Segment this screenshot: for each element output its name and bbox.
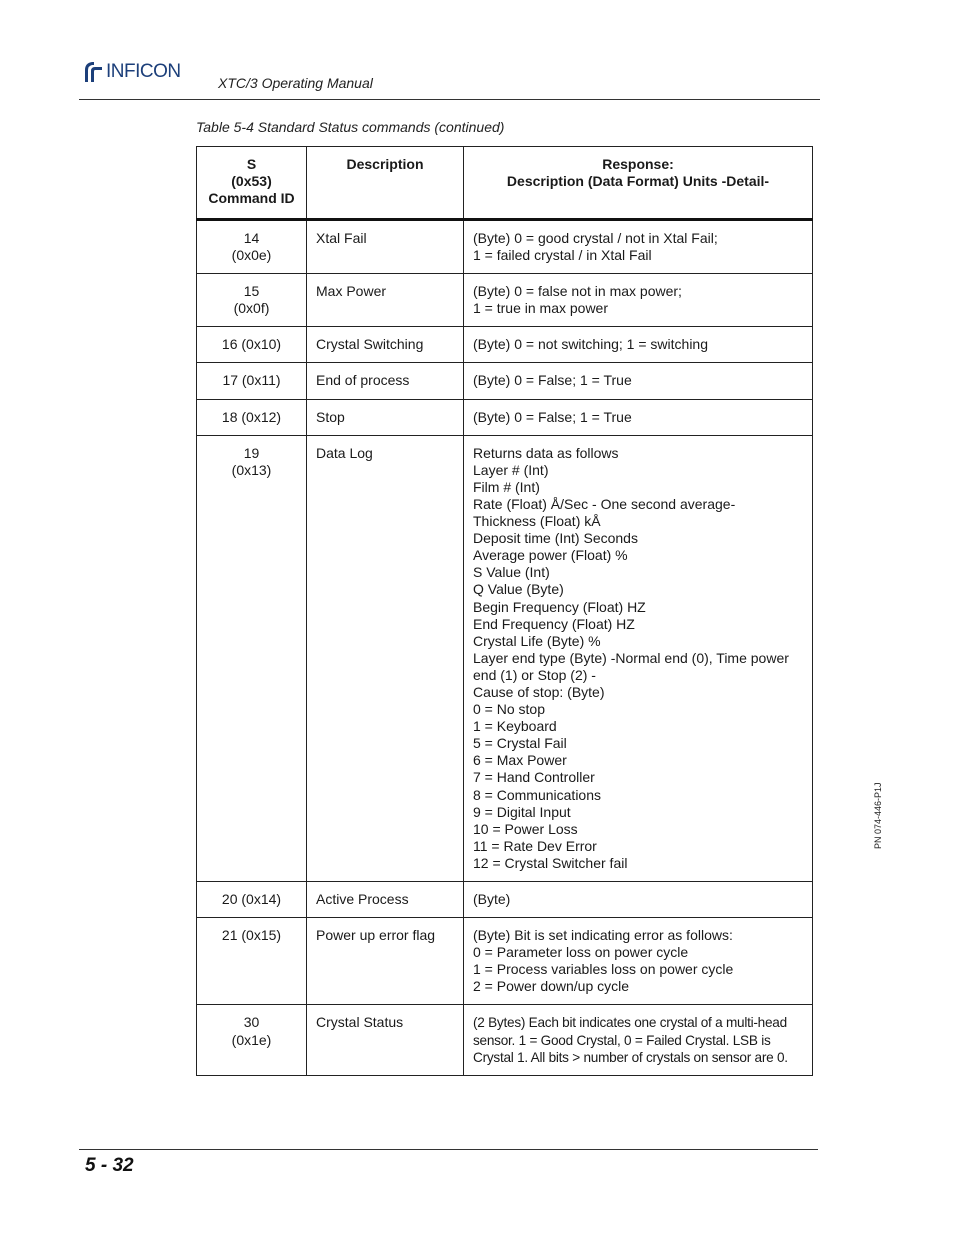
response-cell: [464, 327, 813, 363]
table-row: [197, 399, 813, 435]
response-line: Layer # (Int): [473, 461, 549, 478]
description-cell: [307, 327, 464, 363]
response-cell: [464, 274, 813, 327]
response-line: Returns data as follows: [473, 444, 619, 461]
response-line: (Byte) 0 = false not in max power;: [473, 283, 682, 300]
response-line: 11 = Rate Dev Error: [473, 837, 597, 854]
response-line: (Byte) 0 = not switching; 1 = switching: [473, 336, 708, 353]
description-cell: [307, 220, 464, 274]
inficon-logo: [82, 60, 181, 84]
command-id-cell: [197, 399, 307, 435]
header-divider: [79, 99, 820, 100]
table-row: [197, 363, 813, 399]
command-id-text: 18 (0x12): [221, 408, 282, 425]
response-line: Rate (Float) Å/Sec - One second average-: [473, 495, 736, 512]
response-line: (Byte) 0 = good crystal / not in Xtal Fail;: [473, 230, 718, 246]
command-id-text: 30: [243, 1014, 260, 1031]
response-line: (Byte) 0 = False; 1 = True: [473, 372, 632, 389]
description-text: End of process: [316, 372, 410, 389]
response-line: end (1) or Stop (2) -: [473, 666, 596, 683]
table-row: [197, 918, 813, 1005]
command-id-cell: [197, 220, 307, 274]
document-title: XTC/3 Operating Manual: [218, 75, 373, 91]
response-line: 7 = Hand Controller: [473, 769, 595, 786]
description-text: Crystal Status: [316, 1014, 404, 1031]
response-line: 0 = No stop: [473, 701, 545, 718]
brand-name: INFICON: [106, 61, 181, 82]
response-line: Cause of stop: (Byte): [473, 683, 605, 700]
command-id-text: 15: [243, 283, 260, 300]
response-line: 8 = Communications: [473, 786, 602, 803]
command-id-cell: [197, 435, 307, 881]
column-header-command-id: S (0x53) Command ID: [197, 147, 307, 220]
command-id-cell: [197, 1005, 307, 1075]
side-part-number: PN 074-446-P1J: [873, 782, 883, 849]
response-cell: [464, 435, 813, 881]
command-id-cell: [197, 882, 307, 918]
response-line: Begin Frequency (Float) HZ: [473, 598, 646, 615]
response-line: (2 Bytes) Each bit indicates one crystal of a multi-head: [473, 1015, 787, 1031]
page-number: 5 - 32: [85, 1155, 134, 1176]
command-id-text: 16 (0x10): [221, 336, 282, 353]
response-line: Crystal 1. All bits > number of crystals on sensor are 0.: [473, 1049, 788, 1065]
table-row: [197, 274, 813, 327]
description-cell: [307, 918, 464, 1005]
command-id-text: 14: [243, 230, 260, 246]
response-line: 1 = Keyboard: [473, 718, 557, 735]
response-cell: [464, 220, 813, 274]
response-cell: [464, 882, 813, 918]
response-cell: [464, 399, 813, 435]
response-line: 1 = Process variables loss on power cycle: [473, 961, 734, 978]
response-line: S Value (Int): [473, 564, 550, 581]
response-line: Average power (Float) %: [473, 547, 628, 564]
response-line: (Byte) 0 = False; 1 = True: [473, 408, 632, 425]
table-row: [197, 220, 813, 274]
inficon-logo-mark-icon: [82, 60, 104, 84]
table-header-row: [197, 147, 813, 220]
command-id-text: (0x13): [231, 461, 272, 478]
table-row: [197, 882, 813, 918]
command-id-cell: [197, 363, 307, 399]
response-line: Film # (Int): [473, 478, 540, 495]
command-id-text: (0x1e): [231, 1031, 272, 1048]
description-text: Power up error flag: [316, 927, 436, 944]
description-cell: [307, 363, 464, 399]
response-line: 1 = true in max power: [473, 300, 609, 317]
response-line: 6 = Max Power: [473, 752, 567, 769]
description-cell: [307, 399, 464, 435]
command-id-cell: [197, 274, 307, 327]
description-text: Data Log: [316, 444, 373, 461]
response-line: 5 = Crystal Fail: [473, 735, 567, 752]
response-cell: [464, 918, 813, 1005]
command-id-text: 21 (0x15): [221, 927, 282, 944]
table-row: [197, 327, 813, 363]
table-row: [197, 435, 813, 881]
response-line: Crystal Life (Byte) %: [473, 632, 601, 649]
response-line: End Frequency (Float) HZ: [473, 615, 635, 632]
command-id-cell: [197, 918, 307, 1005]
status-commands-table: [196, 146, 813, 1076]
description-text: Active Process: [316, 891, 409, 907]
column-header-description: Description: [307, 147, 464, 220]
description-cell: [307, 882, 464, 918]
response-line: 1 = failed crystal / in Xtal Fail: [473, 247, 652, 264]
command-id-text: 19: [243, 444, 260, 461]
response-line: Layer end type (Byte) -Normal end (0), Time power: [473, 649, 789, 666]
description-cell: [307, 274, 464, 327]
response-line: (Byte): [473, 891, 511, 907]
response-line: 2 = Power down/up cycle: [473, 978, 630, 995]
response-line: 9 = Digital Input: [473, 803, 571, 820]
description-text: Crystal Switching: [316, 336, 424, 353]
table-row: [197, 1005, 813, 1075]
response-line: (Byte) Bit is set indicating error as follows:: [473, 927, 733, 944]
footer-divider: [79, 1149, 818, 1150]
response-cell: [464, 1005, 813, 1075]
description-cell: [307, 1005, 464, 1075]
description-text: Stop: [316, 408, 345, 425]
response-line: Thickness (Float) kÅ: [473, 513, 601, 530]
response-line: Q Value (Byte): [473, 581, 564, 598]
command-id-text: (0x0f): [233, 300, 270, 317]
description-text: Xtal Fail: [316, 230, 367, 246]
description-cell: [307, 435, 464, 881]
table-caption: Table 5-4 Standard Status commands (continued): [196, 119, 505, 135]
command-id-cell: [197, 327, 307, 363]
table-body: [197, 220, 813, 1076]
command-id-text: 17 (0x11): [222, 372, 281, 389]
command-id-text: 20 (0x14): [221, 891, 282, 907]
response-line: 12 = Crystal Switcher fail: [473, 854, 628, 871]
description-text: Max Power: [316, 283, 387, 300]
response-line: 10 = Power Loss: [473, 820, 578, 837]
response-cell: [464, 363, 813, 399]
command-id-text: (0x0e): [231, 247, 272, 264]
response-line: Deposit time (Int) Seconds: [473, 530, 638, 547]
response-line: sensor. 1 = Good Crystal, 0 = Failed Crystal. LSB is: [473, 1032, 771, 1048]
response-line: 0 = Parameter loss on power cycle: [473, 944, 689, 961]
column-header-response: Response: Description (Data Format) Units -Detail-: [464, 147, 813, 220]
